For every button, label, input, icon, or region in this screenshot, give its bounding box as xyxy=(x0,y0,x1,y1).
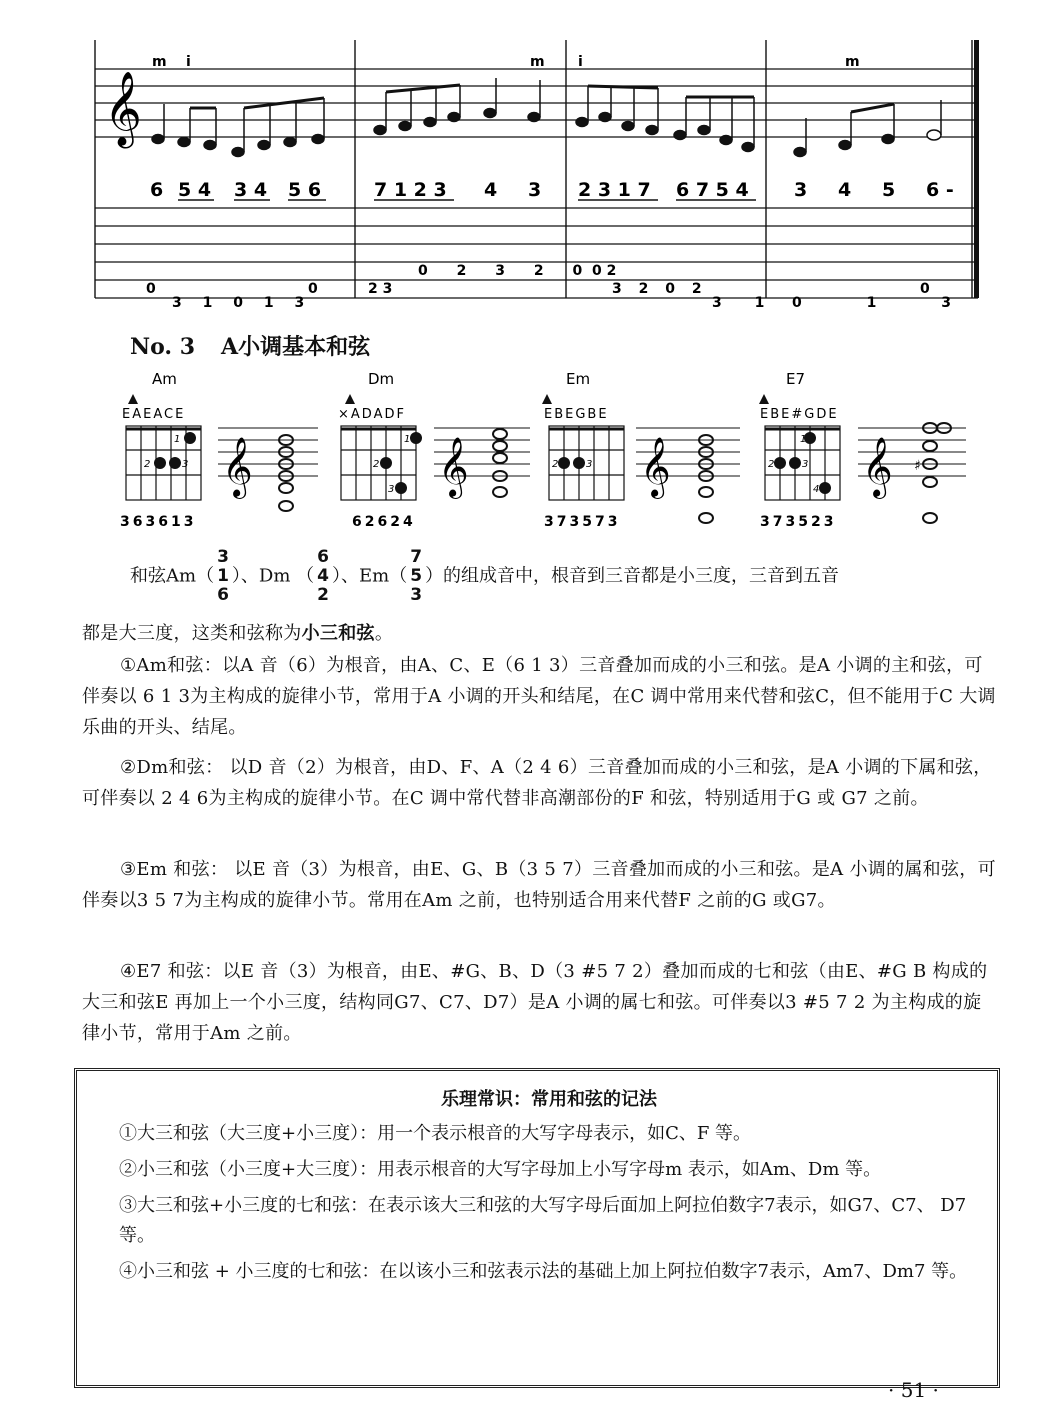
treble-clef-icon: 𝄞 xyxy=(222,437,253,497)
chord-jianpu: 363613 xyxy=(120,514,197,530)
jianpu-measure-2: 3 xyxy=(528,179,542,201)
tab-number: 3 2 0 2 xyxy=(612,281,708,297)
jianpu-measure-1: 3 4 xyxy=(234,179,268,201)
page-number: · 51 · xyxy=(888,1378,939,1402)
em-paragraph: ③Em 和弦： 以E 音（3）为根音，由E、G、B（3 5 7）三音叠加而成的小三和弦。是A 小调的属和弦，可伴奏以3 5 7为主构成的旋律小节。常用在Am 之前，也特别适合用来代替F 之前的G 或G7。 xyxy=(82,859,996,911)
finger-number: 3 xyxy=(802,459,809,470)
dm-paragraph: ②Dm和弦： 以D 音（2）为根音，由D、F、A（2 4 6）三音叠加而成的小三和弦，是A 小调的下属和弦，可伴奏以 2 4 6为主构成的旋律小节。在C 调中常代替非高潮部份的F 和弦，特别适用于G 或 G7 之前。 xyxy=(82,757,992,809)
section-title xyxy=(130,330,396,361)
section-number: No. 3 xyxy=(130,334,196,360)
dm-notes-stack: 6 4 2 xyxy=(317,547,329,605)
theory-item: ②小三和弦（小三度+大三度）：用表示根音的大写字母加上小写字母m 表示，如Am、Dm 等。 xyxy=(119,1159,882,1180)
e7-paragraph: ④E7 和弦：以E 音（3）为根音，由E、#G、B、D（3 #5 7 2）叠加而成的七和弦（由E、#G B 构成的大三和弦E 再加上一个小三度，结构同G7、C7、D7）是A 小调的属七和弦。可伴奏以3 #5 7 2 为主构成的旋律小节，常用于Am 之前。 xyxy=(82,961,988,1044)
intro-text: ）、Dm （ xyxy=(231,565,315,587)
jianpu-measure-1: 6 xyxy=(150,179,164,201)
tab-number: 0 xyxy=(920,281,930,297)
tab-number: 0 2 xyxy=(592,263,617,279)
theory-item: ①大三和弦（大三度+小三度）：用一个表示根音的大写字母表示，如C、F 等。 xyxy=(119,1123,752,1144)
triangle-icon xyxy=(128,394,769,404)
fingering-label: i xyxy=(578,54,583,70)
jianpu-measure-4: 6 - xyxy=(926,179,954,201)
intro-text: ）的组成音中，根音到三音都是小三度，三音到五音 xyxy=(425,565,840,587)
tab-number: 0 xyxy=(308,281,318,297)
finger-number: 3 xyxy=(182,459,189,470)
finger-number: 1 xyxy=(800,434,807,445)
tab-number: 3 1 xyxy=(712,295,779,311)
chord-name: E7 xyxy=(786,370,806,388)
treble-clef-icon: 𝄞 xyxy=(438,437,469,497)
finger-number: 2 xyxy=(144,459,151,470)
jianpu-measure-2: 4 xyxy=(484,179,498,201)
intro-text: ）、Em（ xyxy=(332,565,408,587)
theory-box xyxy=(74,1068,1000,1388)
treble-clef-icon: 𝄞 xyxy=(862,437,893,497)
jianpu-measure-4: 4 xyxy=(838,179,852,201)
chord-strings: EAEACE xyxy=(122,407,186,422)
fingering-label: m xyxy=(845,54,860,70)
chord-strings: EBE#GDE xyxy=(760,407,839,422)
fingering-label: i xyxy=(186,54,191,70)
jianpu-measure-2: 7 1 2 3 xyxy=(374,179,447,201)
jianpu-measure-4: 5 xyxy=(882,179,896,201)
music-score xyxy=(0,0,1050,320)
intro-text: 和弦Am（ xyxy=(130,565,215,587)
tab-number: 3 1 0 1 3 xyxy=(172,295,313,311)
am-paragraph: ①Am和弦：以A 音（6）为根音，由A、C、E（6 1 3）三音叠加而成的小三和弦。是A 小调的主和弦，可伴奏以 6 1 3为主构成的旋律小节，常用于A 小调的开头和结尾，在C 调中常用来代替和弦C，但不能用于C 大调乐曲的开头、结尾。 xyxy=(82,655,996,738)
finger-number: 3 xyxy=(388,484,395,495)
chord-strings: EBEGBE xyxy=(544,407,609,422)
tab-number: 2 3 xyxy=(368,281,393,297)
theory-item: ④小三和弦 + 小三度的七和弦：在以该小三和弦表示法的基础上加上阿拉伯数字7表示，Am7、Dm7 等。 xyxy=(119,1261,968,1282)
section-heading: A小调基本和弦 xyxy=(221,334,371,360)
chord-jianpu: 62624 xyxy=(352,514,416,530)
sharp-icon: ♯ xyxy=(914,458,921,474)
am-notes-stack: 3 1 6 xyxy=(217,547,229,605)
finger-number: 3 xyxy=(586,459,593,470)
tab-staff xyxy=(95,208,978,298)
finger-number: 4 xyxy=(813,484,820,495)
chord-jianpu: 373573 xyxy=(544,514,621,530)
tab-number: 0 2 3 2 0 xyxy=(418,263,595,279)
staff xyxy=(95,69,978,137)
fingering-label: m xyxy=(530,54,545,70)
chord-intro-line2: 都是大三度，这类和弦称为小三和弦。 xyxy=(82,623,394,644)
jianpu-measure-1: 5 6 xyxy=(288,179,322,201)
chord-name: Em xyxy=(566,370,591,388)
tab-number: 0 1 3 xyxy=(792,295,981,311)
theory-item: ③大三和弦+小三度的七和弦：在表示该大三和弦的大写字母后面加上阿拉伯数字7表示，如G7、C7、 D7 等。 xyxy=(119,1195,967,1246)
em-notes-stack: 7 5 3 xyxy=(410,547,423,605)
treble-clef-icon: 𝄞 xyxy=(640,437,671,497)
chord-strings: ×ADADF xyxy=(338,407,406,422)
jianpu-measure-1: 5 4 xyxy=(178,179,212,201)
chord-intro xyxy=(130,548,839,605)
chord-name: Am xyxy=(152,370,177,388)
jianpu-measure-3: 2 3 1 7 xyxy=(578,179,651,201)
fingering-label: m xyxy=(152,54,167,70)
jianpu-measure-3: 6 7 5 4 xyxy=(676,179,749,201)
chord-jianpu: 373523 xyxy=(760,514,837,530)
finger-number: 2 xyxy=(768,459,775,470)
theory-box-title: 乐理常识：常用和弦的记法 xyxy=(441,1089,657,1110)
jianpu-measure-4: 3 xyxy=(794,179,808,201)
finger-number: 2 xyxy=(373,459,380,470)
notes xyxy=(152,78,941,157)
chord-diagrams xyxy=(0,366,1050,536)
finger-number: 1 xyxy=(404,434,411,445)
finger-number: 2 xyxy=(552,459,559,470)
treble-clef-icon: 𝄞 xyxy=(104,72,142,146)
chord-name: Dm xyxy=(368,370,395,388)
finger-number: 1 xyxy=(174,434,181,445)
tab-number: 0 xyxy=(146,281,156,297)
bar-lines xyxy=(95,40,972,298)
